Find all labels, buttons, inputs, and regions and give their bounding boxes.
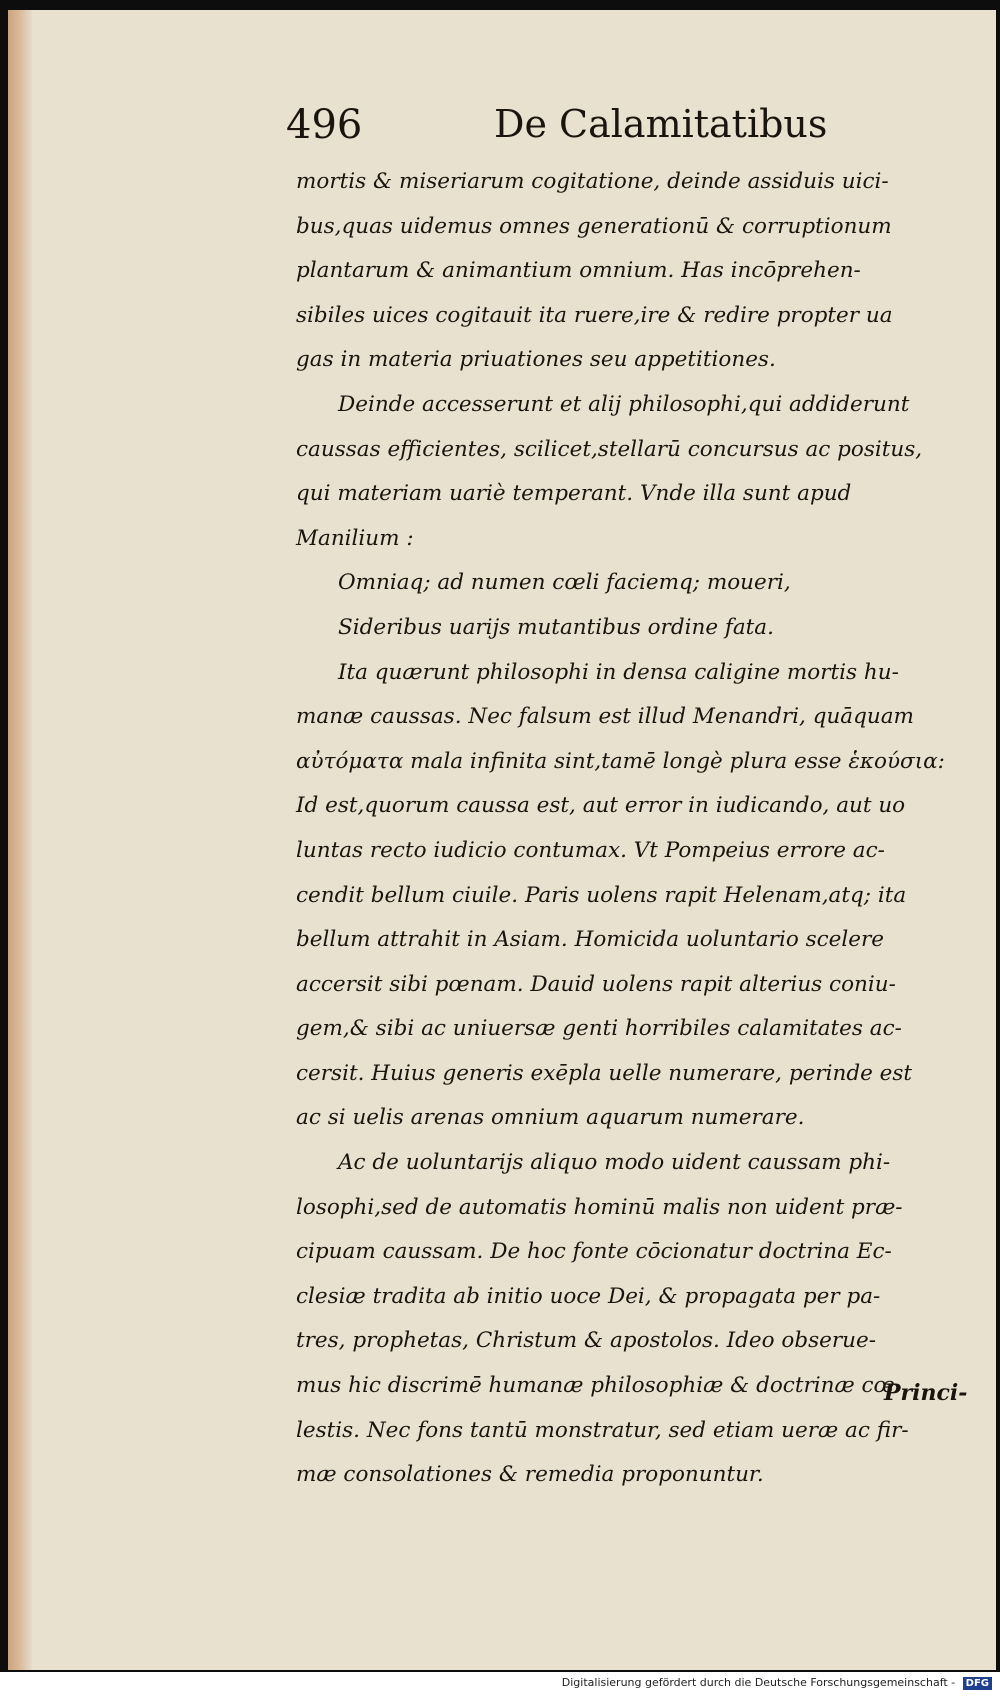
text-line: cersit. Huius generis exēpla uelle numerare, perinde est [296,1060,913,1086]
text-line: sibiles uices cogitauit ita ruere,ire & redire propter ua [296,302,893,328]
text-line: clesiæ tradita ab initio uoce Dei, & propagata per pa- [296,1283,881,1309]
text-line: gas in materia priuationes seu appetitiones. [296,347,776,373]
page-header [286,102,846,162]
text-line: Sideribus uarijs mutantibus ordine fata. [338,614,774,640]
digitization-credit [0,1676,992,1690]
text-line: bus,quas uidemus omnes generationū & corruptionum [296,213,892,239]
text-line: Ita quærunt philosophi in densa caligine mortis hu- [338,659,899,685]
page-number: 496 [286,102,363,148]
text-line: tres, prophetas, Christum & apostolos. Ideo obserue- [296,1328,876,1354]
text-line: losophi,sed de automatis hominū malis non uident præ- [296,1194,903,1220]
text-line: qui materiam uariè temperant. Vnde illa sunt apud [296,481,852,507]
text-line: αὐτόματα mala infinita sint,tamē longè plura esse ἑκούσια: [296,748,945,774]
text-line: ac si uelis arenas omnium aquarum numerare. [296,1105,805,1131]
footer-text: Digitalisierung gefördert durch die Deutsche Forschungsgemeinschaft - [561,1676,956,1689]
text-line: lestis. Nec fons tantū monstratur, sed etiam ueræ ac fir- [296,1417,909,1443]
text-line: Omniaq; ad numen cœli faciemq; moueri, [338,570,791,596]
page-edge [8,10,32,1670]
text-line: luntas recto iudicio contumax. Vt Pompeius errore ac- [296,837,885,863]
text-line: plantarum & animantium omnium. Has incōprehen- [296,258,861,284]
text-line: mus hic discrimē humanæ philosophiæ & doctrinæ cœ [296,1373,895,1399]
text-line: mortis & miseriarum cogitatione, deinde assiduis uici- [296,169,889,194]
book-page [8,10,996,1670]
catchword: Princi- [884,1380,968,1406]
text-line: Deinde accesserunt et alij philosophi,qui addiderunt [338,391,910,417]
dfg-logo-icon: DFG [963,1677,992,1690]
text-line: caussas efficientes, scilicet,stellarū concursus ac positus, [296,436,923,462]
text-line: Ac de uoluntarijs aliquo modo uident caussam phi- [338,1150,891,1176]
text-line: accersit sibi pœnam. Dauid uolens rapit alterius coniu- [296,971,896,997]
running-title: De Calamitatibus [494,102,828,146]
text-line: bellum attrahit in Asiam. Homicida uoluntario scelere [296,927,885,953]
text-line: Manilium : [296,525,414,551]
text-line: manæ caussas. Nec falsum est illud Menandri, quāquam [296,704,914,730]
text-line: Id est,quorum caussa est, aut error in iudicando, aut uo [296,793,906,819]
text-line: gem,& sibi ac uniuersæ genti horribiles calamitates ac- [296,1016,902,1042]
text-line: cipuam caussam. De hoc fonte cōcionatur doctrina Ec- [296,1239,892,1265]
text-line: mæ consolationes & remedia proponuntur. [296,1462,764,1488]
text-line: cendit bellum ciuile. Paris uolens rapit Helenam,atq; ita [296,882,907,908]
